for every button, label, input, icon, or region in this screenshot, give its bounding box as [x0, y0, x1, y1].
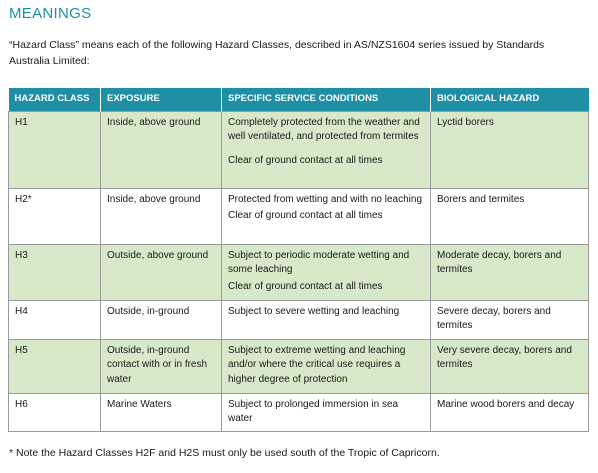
- cell-conditions: [222, 244, 431, 300]
- cell-biological-hazard: Marine wood borers and decay: [431, 393, 589, 431]
- cell-hazard-class: H2*: [9, 188, 101, 244]
- cell-biological-hazard: Lyctid borers: [431, 111, 589, 188]
- cell-conditions: [222, 188, 431, 244]
- table-row: [9, 244, 589, 300]
- table-row: [9, 339, 589, 393]
- cell-exposure: Outside, above ground: [101, 244, 222, 300]
- page-title: MEANINGS: [9, 5, 92, 22]
- conditions-extra-text: Clear of ground contact at all times: [228, 154, 383, 166]
- cell-exposure: Inside, above ground: [101, 188, 222, 244]
- table-row: [9, 393, 589, 431]
- cell-conditions: [222, 111, 431, 188]
- table-row: [9, 111, 589, 188]
- cell-biological-hazard: Severe decay, borers and termites: [431, 300, 589, 339]
- conditions-extra-text: Clear of ground contact at all times: [228, 210, 383, 221]
- cell-hazard-class: H4: [9, 300, 101, 339]
- cell-hazard-class: H6: [9, 393, 101, 431]
- cell-conditions: Subject to prolonged immersion in sea water: [222, 393, 431, 431]
- header-biological-hazard: BIOLOGICAL HAZARD: [431, 88, 589, 111]
- cell-conditions: Subject to severe wetting and leaching: [222, 300, 431, 339]
- cell-biological-hazard: Borers and termites: [431, 188, 589, 244]
- cell-conditions: Subject to extreme wetting and leaching and/or where the critical use requires a higher degree of protection: [222, 339, 431, 393]
- cell-exposure: Outside, in-ground contact with or in fresh water: [101, 339, 222, 393]
- cell-exposure: Inside, above ground: [101, 111, 222, 188]
- header-specific-service-conditions: SPECIFIC SERVICE CONDITIONS: [222, 88, 431, 111]
- intro-paragraph: “Hazard Class” means each of the following Hazard Classes, described in AS/NZS1604 series issued by Standards Australia Limited:: [9, 39, 545, 67]
- conditions-text: Completely protected from the weather and well ventilated, and protected from termites: [228, 116, 420, 142]
- header-exposure: EXPOSURE: [101, 88, 222, 111]
- cell-hazard-class: H5: [9, 339, 101, 393]
- cell-hazard-class: H1: [9, 111, 101, 188]
- cell-biological-hazard: Very severe decay, borers and termites: [431, 339, 589, 393]
- conditions-text: Protected from wetting and with no leaching: [228, 193, 422, 205]
- table-row: [9, 188, 589, 244]
- table-header-row: [9, 88, 589, 111]
- cell-biological-hazard: Moderate decay, borers and termites: [431, 244, 589, 300]
- conditions-extra-text: Clear of ground contact at all times: [228, 280, 383, 292]
- table-row: [9, 300, 589, 339]
- cell-exposure: Marine Waters: [101, 393, 222, 431]
- conditions-text: Subject to periodic moderate wetting and some leaching: [228, 249, 410, 275]
- cell-exposure: Outside, in-ground: [101, 300, 222, 339]
- hazard-class-table: [8, 88, 589, 432]
- footnote: * Note the Hazard Classes H2F and H2S must only be used south of the Tropic of Capricorn.: [9, 447, 440, 459]
- header-hazard-class: HAZARD CLASS: [9, 88, 101, 111]
- cell-hazard-class: H3: [9, 244, 101, 300]
